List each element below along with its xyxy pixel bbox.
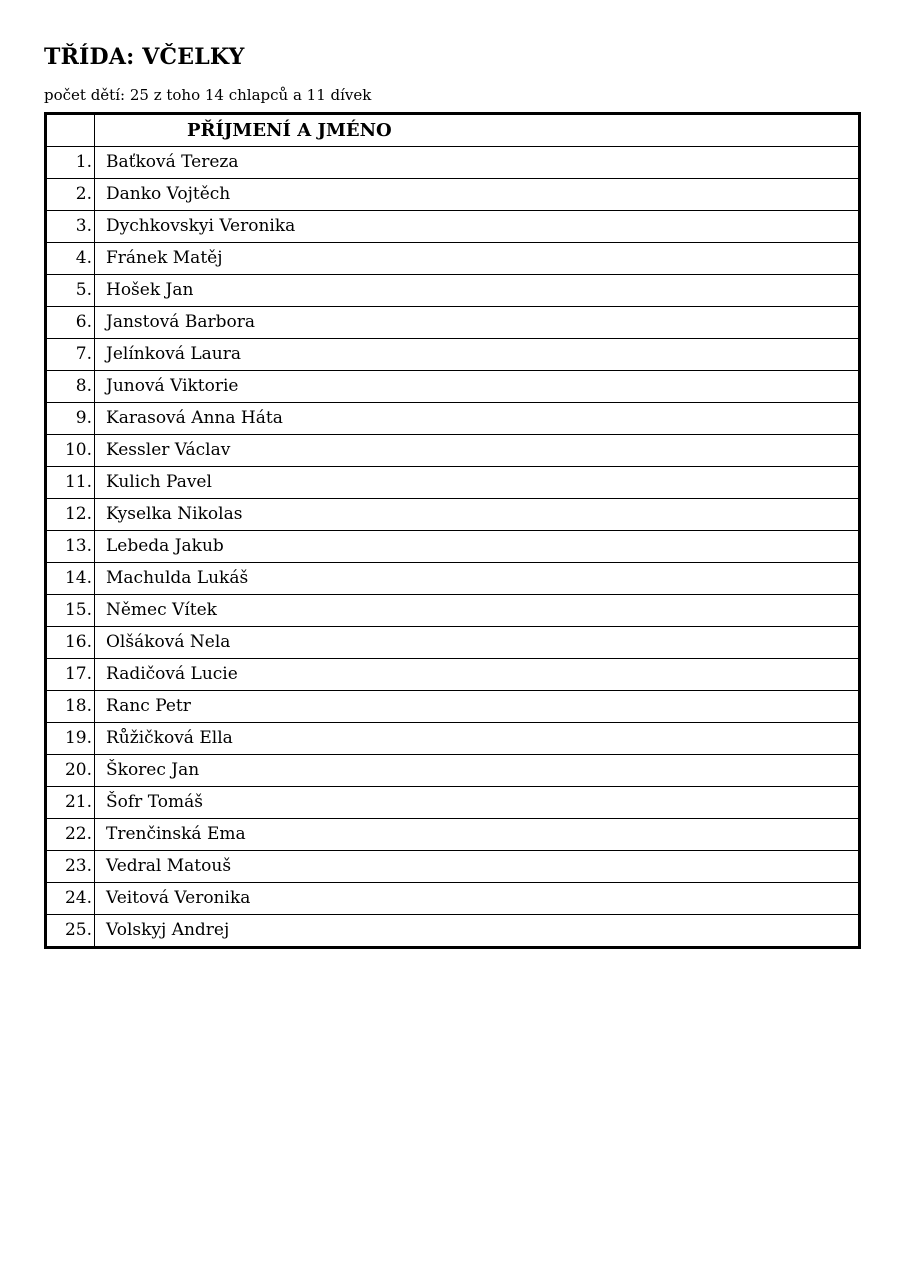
student-name: Junová Viktorie <box>95 371 860 403</box>
table-row <box>46 627 860 659</box>
row-number: 25. <box>46 915 95 948</box>
student-name: Němec Vítek <box>95 595 860 627</box>
table-body <box>46 147 860 948</box>
student-name: Vedral Matouš <box>95 851 860 883</box>
row-number: 13. <box>46 531 95 563</box>
row-number: 18. <box>46 691 95 723</box>
row-number: 10. <box>46 435 95 467</box>
student-name: Škorec Jan <box>95 755 860 787</box>
table-row <box>46 339 860 371</box>
table-row <box>46 883 860 915</box>
student-name: Janstová Barbora <box>95 307 860 339</box>
table-row <box>46 211 860 243</box>
row-number: 17. <box>46 659 95 691</box>
row-number: 11. <box>46 467 95 499</box>
student-name: Růžičková Ella <box>95 723 860 755</box>
student-name: Volskyj Andrej <box>95 915 860 948</box>
row-number: 4. <box>46 243 95 275</box>
row-number: 9. <box>46 403 95 435</box>
student-name: Baťková Tereza <box>95 147 860 179</box>
row-number: 22. <box>46 819 95 851</box>
table-row <box>46 659 860 691</box>
student-name: Olšáková Nela <box>95 627 860 659</box>
student-name: Dychkovskyi Veronika <box>95 211 860 243</box>
table-row <box>46 179 860 211</box>
row-number: 15. <box>46 595 95 627</box>
row-number: 12. <box>46 499 95 531</box>
row-number: 3. <box>46 211 95 243</box>
row-number: 5. <box>46 275 95 307</box>
table-row <box>46 915 860 948</box>
row-number: 23. <box>46 851 95 883</box>
table-row <box>46 595 860 627</box>
table-row <box>46 307 860 339</box>
table-row <box>46 435 860 467</box>
student-name: Karasová Anna Háta <box>95 403 860 435</box>
row-number: 7. <box>46 339 95 371</box>
student-name: Kyselka Nikolas <box>95 499 860 531</box>
row-number: 8. <box>46 371 95 403</box>
table-row <box>46 851 860 883</box>
row-number: 14. <box>46 563 95 595</box>
student-name: Veitová Veronika <box>95 883 860 915</box>
row-number: 24. <box>46 883 95 915</box>
table-row <box>46 723 860 755</box>
table-row <box>46 531 860 563</box>
table-row <box>46 371 860 403</box>
row-number: 21. <box>46 787 95 819</box>
student-name: Kessler Václav <box>95 435 860 467</box>
student-name: Ranc Petr <box>95 691 860 723</box>
student-name: Kulich Pavel <box>95 467 860 499</box>
student-name: Hošek Jan <box>95 275 860 307</box>
page-title: TŘÍDA: VČELKY <box>44 44 245 70</box>
table-row <box>46 691 860 723</box>
row-number: 20. <box>46 755 95 787</box>
row-number: 2. <box>46 179 95 211</box>
row-number: 6. <box>46 307 95 339</box>
student-name: Jelínková Laura <box>95 339 860 371</box>
student-name: Šofr Tomáš <box>95 787 860 819</box>
table-row <box>46 755 860 787</box>
table-row <box>46 563 860 595</box>
student-name: Radičová Lucie <box>95 659 860 691</box>
class-summary: počet dětí: 25 z toho 14 chlapců a 11 dívek <box>44 86 372 104</box>
table-row <box>46 243 860 275</box>
header-number-cell <box>46 114 95 147</box>
student-name: Fránek Matěj <box>95 243 860 275</box>
table-row <box>46 467 860 499</box>
table-row <box>46 819 860 851</box>
student-list-table <box>44 112 861 949</box>
header-name-cell: PŘÍJMENÍ A JMÉNO <box>95 114 860 147</box>
student-name: Lebeda Jakub <box>95 531 860 563</box>
row-number: 16. <box>46 627 95 659</box>
table-row <box>46 403 860 435</box>
table-row <box>46 787 860 819</box>
student-name: Trenčinská Ema <box>95 819 860 851</box>
table-header-row <box>46 114 860 147</box>
table-row <box>46 275 860 307</box>
table-row <box>46 499 860 531</box>
student-name: Machulda Lukáš <box>95 563 860 595</box>
row-number: 19. <box>46 723 95 755</box>
row-number: 1. <box>46 147 95 179</box>
table-row <box>46 147 860 179</box>
student-name: Danko Vojtěch <box>95 179 860 211</box>
